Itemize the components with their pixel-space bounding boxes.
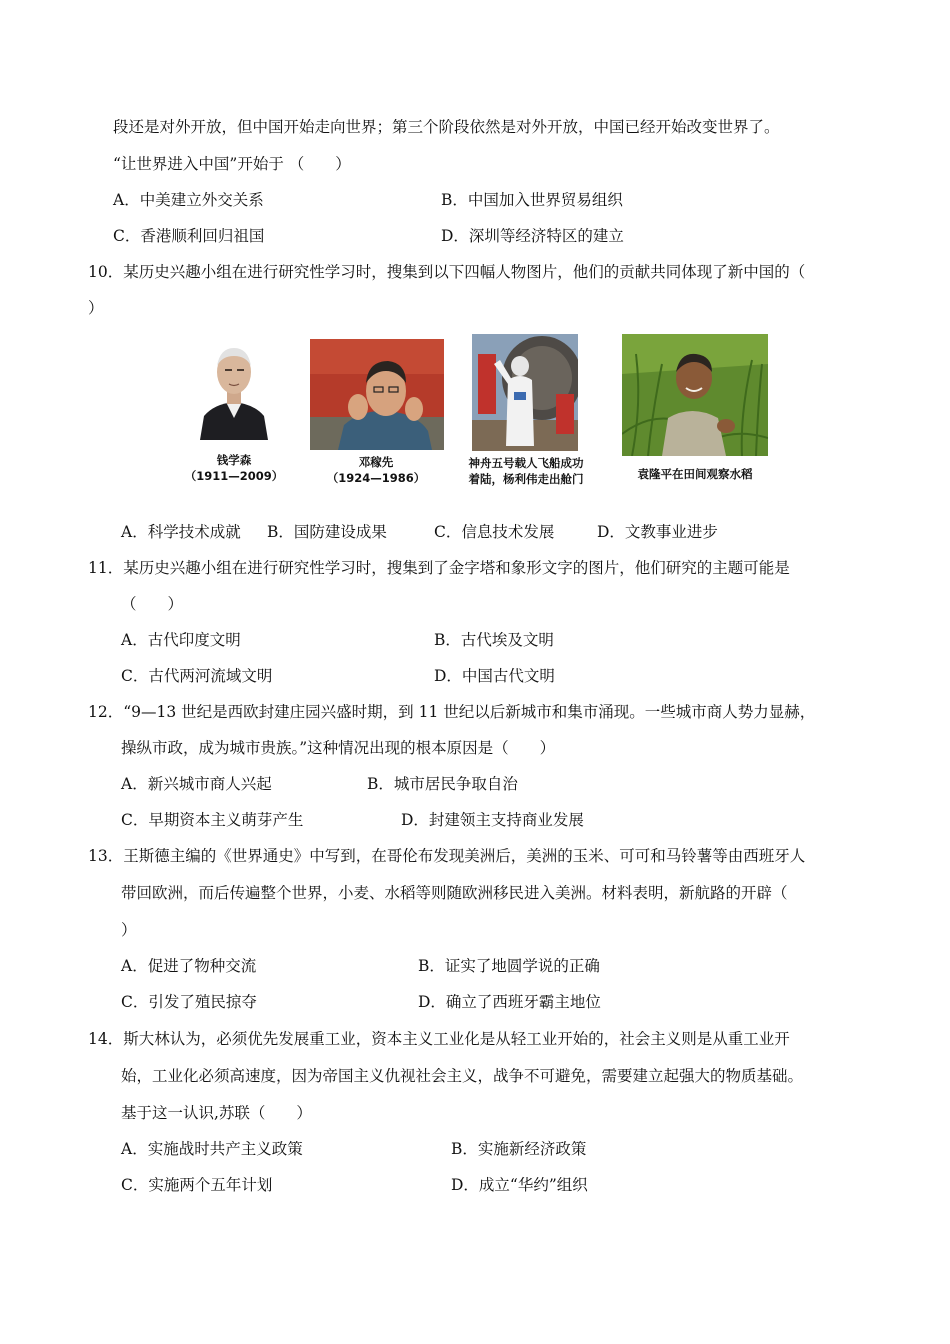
q10-stem-end: ） [88, 299, 104, 317]
caption-shenzhou-line2: 着陆，杨利伟走出舱门 [468, 472, 584, 486]
q14-option-d[interactable]: D．成立“华约”组织 [451, 1176, 588, 1194]
q10-option-d[interactable]: D．文教事业进步 [597, 523, 718, 541]
q9-stem-continued: 段还是对外开放，但中国开始走向世界；第三个阶段依然是对外开放，中国已经开始改变世界了。 [113, 118, 780, 136]
q11-option-b[interactable]: B．古代埃及文明 [434, 631, 554, 649]
q14-option-c[interactable]: C．实施两个五年计划 [121, 1176, 273, 1194]
q10-stem: 10．某历史兴趣小组在进行研究性学习时，搜集到以下四幅人物图片，他们的贡献共同体现了新中国的（ [88, 263, 806, 281]
caption-deng-name: 邓稼先 [358, 455, 394, 469]
q11-option-c[interactable]: C．古代两河流域文明 [121, 667, 273, 685]
q13-option-b[interactable]: B．证实了地圆学说的正确 [418, 957, 600, 975]
q12-stem: 12．“9—13 世纪是西欧封建庄园兴盛时期，到 11 世纪以后新城市和集市涌现。一些城市商人势力显赫， [88, 703, 816, 721]
caption-yuan: 袁隆平在田间观察水稻 [637, 467, 753, 481]
q13-option-d[interactable]: D．确立了西班牙霸主地位 [418, 993, 601, 1011]
q12-option-c[interactable]: C．早期资本主义萌芽产生 [121, 811, 304, 829]
q12-option-d[interactable]: D．封建领主支持商业发展 [401, 811, 584, 829]
q9-option-d[interactable]: D．深圳等经济特区的建立 [441, 227, 624, 245]
q12-option-a[interactable]: A．新兴城市商人兴起 [121, 775, 272, 793]
q13-stem-end: ） [121, 921, 137, 939]
q14-option-a[interactable]: A．实施战时共产主义政策 [121, 1140, 303, 1158]
q14-stem-line2: 始，工业化必须高速度，因为帝国主义仇视社会主义，战争不可避免，需要建立起强大的物质基础。 [121, 1067, 804, 1085]
q9-option-a[interactable]: A．中美建立外交关系 [113, 191, 264, 209]
q12-option-b[interactable]: B．城市居民争取自治 [367, 775, 518, 793]
q13-stem: 13．王斯德主编的《世界通史》中写到，在哥伦布发现美洲后，美洲的玉米、可可和马铃薯等由西班牙人 [88, 847, 806, 865]
q9-stem-question: “让世界进入中国”开始于 （ ） [113, 155, 351, 173]
caption-deng-years: （1924—1986） [326, 471, 426, 485]
q13-stem-line2: 带回欧洲，而后传遍整个世界，小麦、水稻等则随欧洲移民进入美洲。材料表明，新航路的开辟（ [121, 884, 788, 902]
q14-stem: 14．斯大林认为，必须优先发展重工业，资本主义工业化是从轻工业开始的，社会主义则是从重工业开 [88, 1030, 790, 1048]
q11-stem: 11．某历史兴趣小组在进行研究性学习时，搜集到了金字塔和象形文字的图片，他们研究的主题可能是 [88, 559, 790, 577]
q9-option-c[interactable]: C．香港顺利回归祖国 [113, 227, 265, 245]
q11-option-a[interactable]: A．古代印度文明 [121, 631, 241, 649]
portrait-deng-jiaxian [310, 339, 444, 450]
caption-shenzhou-line1: 神舟五号载人飞船成功 [468, 456, 584, 470]
photo-yuan-longping-rice [622, 334, 768, 456]
q10-option-c[interactable]: C．信息技术发展 [434, 523, 555, 541]
caption-qian-name: 钱学森 [216, 453, 252, 467]
q10-option-a[interactable]: A．科学技术成就 [121, 523, 241, 541]
q13-option-c[interactable]: C．引发了殖民掠夺 [121, 993, 257, 1011]
q12-stem-end: 操纵市政，成为城市贵族。”这种情况出现的根本原因是（ ） [121, 739, 556, 757]
q11-option-d[interactable]: D．中国古代文明 [434, 667, 555, 685]
q14-option-b[interactable]: B．实施新经济政策 [451, 1140, 587, 1158]
q13-option-a[interactable]: A．促进了物种交流 [121, 957, 257, 975]
q14-stem-end: 基于这一认识,苏联（ ） [121, 1104, 312, 1122]
q11-stem-end: （ ） [121, 595, 184, 613]
photo-shenzhou5-yang-liwei [472, 334, 578, 451]
caption-qian-years: （1911—2009） [184, 469, 284, 483]
q9-option-b[interactable]: B．中国加入世界贸易组织 [441, 191, 623, 209]
q10-option-b[interactable]: B．国防建设成果 [267, 523, 387, 541]
portrait-qian-xuesen [196, 338, 272, 440]
